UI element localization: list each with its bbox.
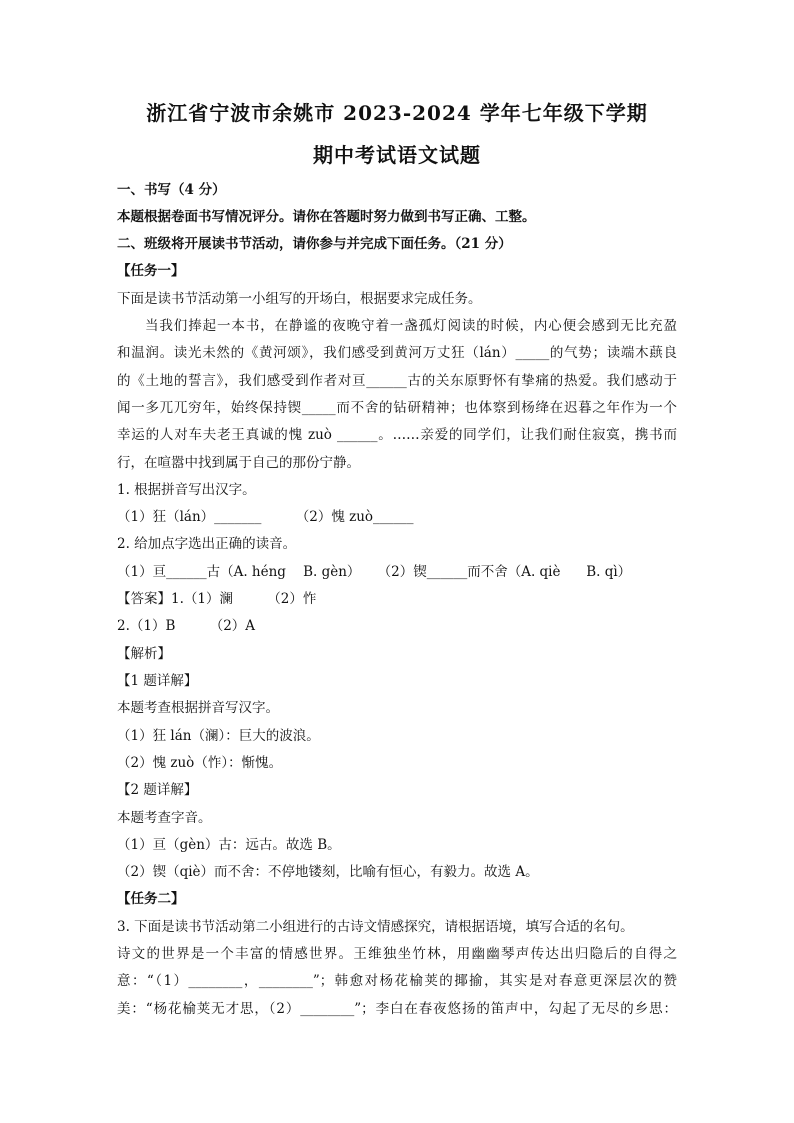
- analysis-text: （1）亘（gèn）古：远古。故选 B。: [117, 837, 341, 853]
- task-two-heading: 【任务二】: [117, 891, 185, 907]
- analysis-text: 本题考查字音。: [117, 810, 212, 826]
- passage-line: 行，在喧嚣中找到属于自己的那份宁静。: [117, 455, 360, 471]
- question-3-text: 美：“杨花榆荚无才思，（2）________”；李白在春夜悠扬的笛声中，勾起了无尽的乡思：: [117, 1001, 677, 1017]
- analysis-text: 本题考查根据拼音写汉字。: [117, 700, 279, 716]
- analysis-heading: 【解析】: [117, 646, 171, 662]
- passage-line: 闻一多兀兀穷年，始终保持锲_____而不舍的钻研精神；也体察到杨绛在迟暮之年作为一个: [117, 400, 677, 416]
- passage-line: 幸运的人对车夫老王真诚的愧 zuò ______。……亲爱的同学们，让我们耐住寂寞，携书而: [117, 427, 677, 443]
- analysis-text: （2）锲（qiè）而不舍：不停地镂刻，比喻有恒心，有毅力。故选 A。: [117, 864, 539, 880]
- task-one-heading: 【任务一】: [117, 263, 185, 279]
- question-3-text: 诗文的世界是一个丰富的情感世界。王维独坐竹林，用幽幽琴声传达出归隐后的自得之: [117, 946, 677, 962]
- instruction-text: 本题根据卷面书写情况评分。请你在答题时努力做到书写正确、工整。: [117, 209, 536, 225]
- task-one-intro: 下面是读书节活动第一小组写的开场白，根据要求完成任务。: [117, 291, 482, 307]
- analysis-subheading: 【2 题详解】: [117, 782, 198, 798]
- document-subtitle: 期中考试语文试题: [313, 143, 481, 167]
- passage-line: 当我们捧起一本书，在静谧的夜晚守着一盏孤灯阅读的时候，内心便会感到无比充盈: [145, 318, 677, 334]
- section-heading-writing: 一、书写（4 分）: [117, 182, 226, 198]
- analysis-subheading: 【1 题详解】: [117, 673, 198, 689]
- question-1-blanks: （1）狂（lán）_______ （2）愧 zuò______: [117, 509, 414, 525]
- question-2-options: （1）亘______古（A. héng B. gèn） （2）锲______而不舍（A. qiè B. qì）: [117, 564, 632, 580]
- question-3-text: 意：“（1）________，________”；韩愈对杨花榆荚的揶揄，其实是对春意更深层次的赞: [117, 973, 677, 989]
- analysis-text: （2）愧 zuò（怍）：惭愧。: [117, 755, 283, 771]
- question-1: 1. 根据拼音写出汉字。: [117, 482, 256, 498]
- question-2: 2. 给加点字选出正确的读音。: [117, 536, 297, 552]
- answer-line: 2.（1）B （2）A: [117, 618, 256, 634]
- answer-line: 【答案】1.（1）澜 （2）怍: [117, 591, 317, 607]
- passage-line: 和温润。读光未然的《黄河颂》，我们感受到黄河万丈狂（lán）_____的气势；读端木蕻良: [117, 345, 677, 361]
- analysis-text: （1）狂 lán（澜）：巨大的波浪。: [117, 728, 320, 744]
- document-title: 浙江省宁波市余姚市 2023-2024 学年七年级下学期: [146, 101, 648, 125]
- question-3: 3. 下面是读书节活动第二小组进行的古诗文情感探究，请根据语境，填写合适的名句。: [117, 919, 634, 935]
- section-heading-reading: 二、班级将开展读书节活动，请你参与并完成下面任务。（21 分）: [117, 236, 512, 252]
- passage-line: 的《土地的誓言》，我们感受到作者对亘______古的关东原野怀有挚痛的热爱。我们感动于: [117, 373, 677, 389]
